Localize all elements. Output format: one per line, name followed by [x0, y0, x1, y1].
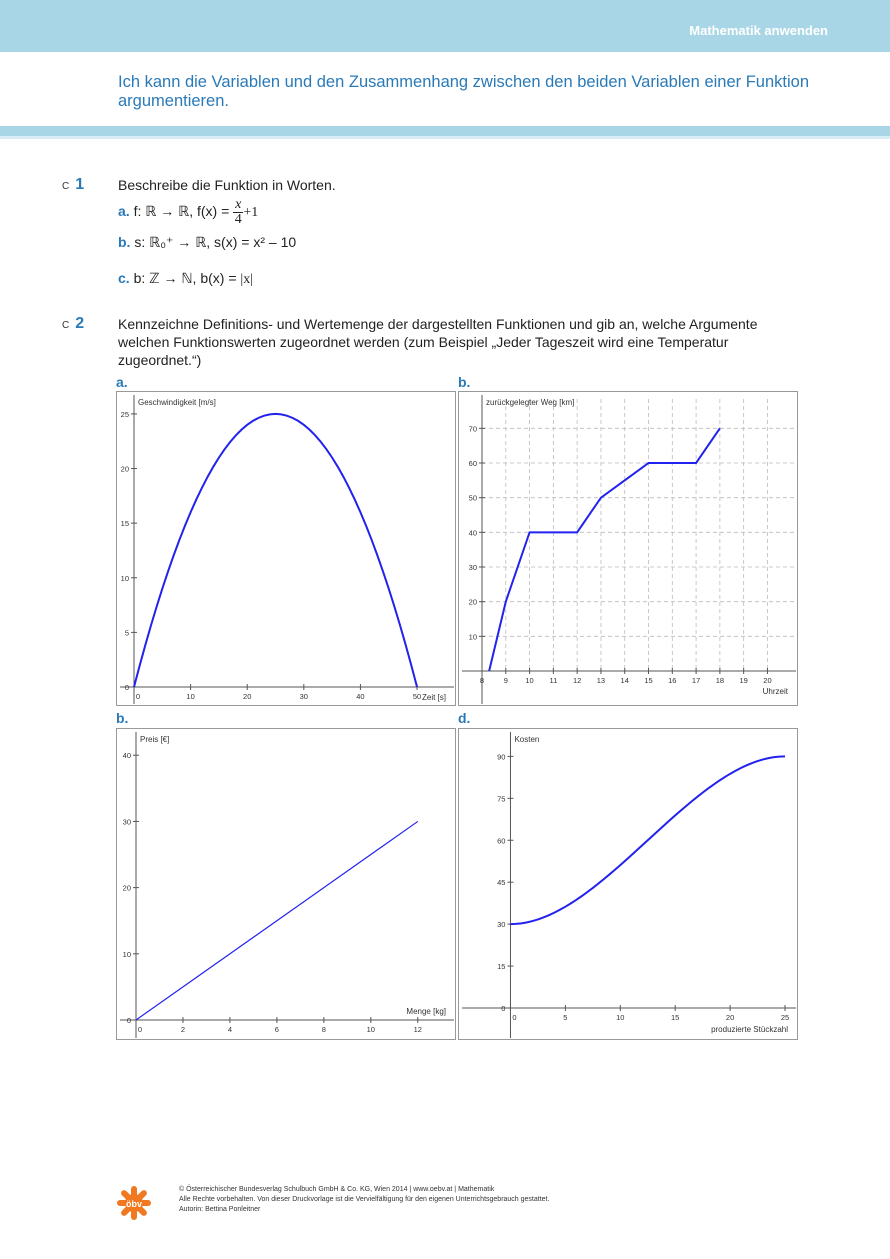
chart-b1 — [458, 391, 798, 706]
chart-frame — [117, 392, 456, 706]
learning-goal: Ich kann die Variablen und den Zusammenhang zwischen den beiden Variablen einer Funktion argumentieren. — [118, 73, 810, 110]
y-axis-label: Geschwindigkeit [m/s] — [138, 398, 216, 407]
y-tick-label: 70 — [468, 424, 477, 434]
x-tick-label: 10 — [616, 1013, 625, 1022]
series-line — [136, 821, 418, 1020]
series-line — [489, 428, 720, 671]
x-tick-label: 4 — [227, 1025, 233, 1034]
x-tick-label: 13 — [596, 676, 606, 685]
x-tick-label: 8 — [321, 1025, 326, 1034]
x-tick-label: 10 — [366, 1025, 375, 1034]
x-tick-label: 19 — [739, 676, 748, 685]
y-axis-label: Kosten — [514, 735, 540, 744]
y-tick-label: 5 — [124, 628, 129, 638]
y-tick-label: 15 — [497, 962, 506, 972]
x-tick-label: 40 — [356, 692, 365, 701]
x-tick-label: 12 — [413, 1025, 422, 1034]
y-tick-label: 0 — [126, 1016, 131, 1025]
task1-a — [118, 198, 258, 227]
task1-a-prefix: f: ℝ → ℝ, f(x) = — [133, 203, 234, 220]
x-axis-label: produzierte Stückzahl — [711, 1025, 788, 1034]
chart-frame — [459, 392, 798, 706]
oebv-logo — [116, 1185, 152, 1221]
task1-a-suffix: +1 — [243, 205, 259, 221]
y-tick-label: 60 — [497, 836, 506, 846]
x-tick-label: 15 — [644, 676, 653, 685]
x-tick-label: 20 — [763, 676, 772, 685]
header-tag: Mathematik anwenden — [689, 23, 828, 38]
y-tick-label: 30 — [122, 817, 131, 827]
x-tick-label: 6 — [274, 1025, 279, 1034]
task1-number — [62, 176, 84, 194]
x-axis-label: Menge [kg] — [406, 1007, 446, 1016]
x-tick-label: 0 — [135, 692, 141, 701]
y-tick-label: 20 — [468, 597, 477, 607]
y-axis-label: zurückgelegter Weg [km] — [486, 398, 575, 407]
x-tick-label: 25 — [780, 1013, 790, 1022]
chart-d — [458, 728, 798, 1040]
x-tick-label: 8 — [479, 676, 485, 685]
y-tick-label: 50 — [468, 493, 477, 503]
x-tick-label: 11 — [549, 676, 558, 685]
y-tick-label: 90 — [497, 752, 506, 762]
x-tick-label: 20 — [725, 1013, 735, 1022]
task2-number — [62, 315, 84, 333]
x-axis-label: Uhrzeit — [762, 687, 788, 696]
task1-c — [118, 269, 253, 289]
y-tick-label: 15 — [120, 519, 129, 529]
y-tick-label: 30 — [497, 920, 506, 930]
y-tick-label: 0 — [124, 683, 129, 692]
y-tick-label: 30 — [468, 563, 477, 572]
task1-instruction: Beschreibe die Funktion in Worten. — [118, 177, 336, 193]
x-tick-label: 2 — [180, 1025, 186, 1034]
task1-num: 1 — [75, 176, 85, 193]
abs-value: |x| — [240, 272, 254, 287]
panel-label-d: d. — [458, 710, 471, 726]
y-tick-label: 0 — [501, 1004, 506, 1013]
frac-den: 4 — [234, 212, 242, 227]
y-tick-label: 20 — [122, 883, 131, 893]
x-tick-label: 15 — [671, 1013, 680, 1022]
x-tick-label: 17 — [691, 676, 701, 685]
x-tick-label: 12 — [572, 676, 582, 685]
x-tick-label: 30 — [299, 692, 308, 701]
task1-b-label: b. — [118, 234, 131, 250]
task1-b — [118, 233, 296, 251]
footer-line2: Alle Rechte vorbehalten. Von dieser Druckvorlage ist die Vervielfältigung für den eigenen Unterrichtsgebrauch gestattet. — [179, 1196, 550, 1203]
logo-text: öbv — [125, 1199, 143, 1209]
y-tick-label: 75 — [497, 794, 506, 804]
footer — [179, 1185, 549, 1215]
panel-label-b1: b. — [458, 374, 471, 390]
y-tick-label: 40 — [122, 751, 131, 761]
y-tick-label: 20 — [120, 464, 129, 474]
y-tick-label: 25 — [120, 409, 129, 419]
task1-b-text: s: ℝ₀⁺ → ℝ, s(x) = x² – 10 — [134, 234, 297, 250]
x-tick-label: 10 — [186, 692, 195, 701]
chart-a — [116, 391, 456, 706]
footer-line1: © Österreichischer Bundesverlag Schulbuch GmbH & Co. KG, Wien 2014 | www.oebv.at | Mathematik — [179, 1186, 495, 1193]
x-axis-label: Zeit [s] — [421, 693, 446, 702]
x-tick-label: 50 — [412, 692, 422, 701]
footer-line3: Autorin: Bettina Ponleitner — [179, 1206, 261, 1213]
y-tick-label: 10 — [120, 573, 129, 583]
x-tick-label: 14 — [620, 676, 629, 685]
x-tick-label: 9 — [503, 676, 508, 685]
task2-level: C — [62, 320, 70, 331]
x-tick-label: 0 — [137, 1025, 143, 1034]
y-tick-label: 10 — [468, 632, 477, 642]
header-band-light — [0, 136, 890, 139]
x-tick-label: 0 — [512, 1013, 517, 1022]
header-bar — [0, 0, 890, 52]
series-line — [134, 414, 417, 687]
panel-label-b2: b. — [116, 710, 129, 726]
x-tick-label: 10 — [525, 676, 534, 685]
chart-b2 — [116, 728, 456, 1040]
y-tick-label: 45 — [497, 878, 506, 888]
fraction — [233, 198, 243, 227]
chart-frame — [459, 729, 798, 1040]
task1-c-prefix: b: ℤ → ℕ, b(x) = — [133, 270, 241, 286]
task1-a-label: a. — [118, 203, 130, 220]
panel-label-a: a. — [116, 374, 128, 390]
task1-c-label: c. — [118, 270, 130, 286]
frac-num: x — [235, 197, 242, 212]
x-tick-label: 18 — [715, 676, 725, 685]
task2-instruction: Kennzeichne Definitions- und Wertemenge der dargestellten Funktionen und gib an, welche Argumente welchen Funktionswerten zugeordnet werden (zum Beispiel „Jeder Tageszeit wird eine Temperatur zugeordnet.“) — [118, 316, 758, 368]
task1-level: C — [62, 181, 70, 192]
y-tick-label: 40 — [468, 528, 477, 538]
task2-num: 2 — [75, 315, 85, 332]
header-band — [0, 126, 890, 136]
chart-frame — [117, 729, 456, 1040]
x-tick-label: 20 — [243, 692, 252, 701]
y-tick-label: 60 — [468, 459, 477, 468]
y-tick-label: 10 — [122, 949, 131, 959]
y-axis-label: Preis [€] — [140, 735, 170, 744]
x-tick-label: 5 — [563, 1013, 568, 1022]
x-tick-label: 16 — [668, 676, 677, 685]
